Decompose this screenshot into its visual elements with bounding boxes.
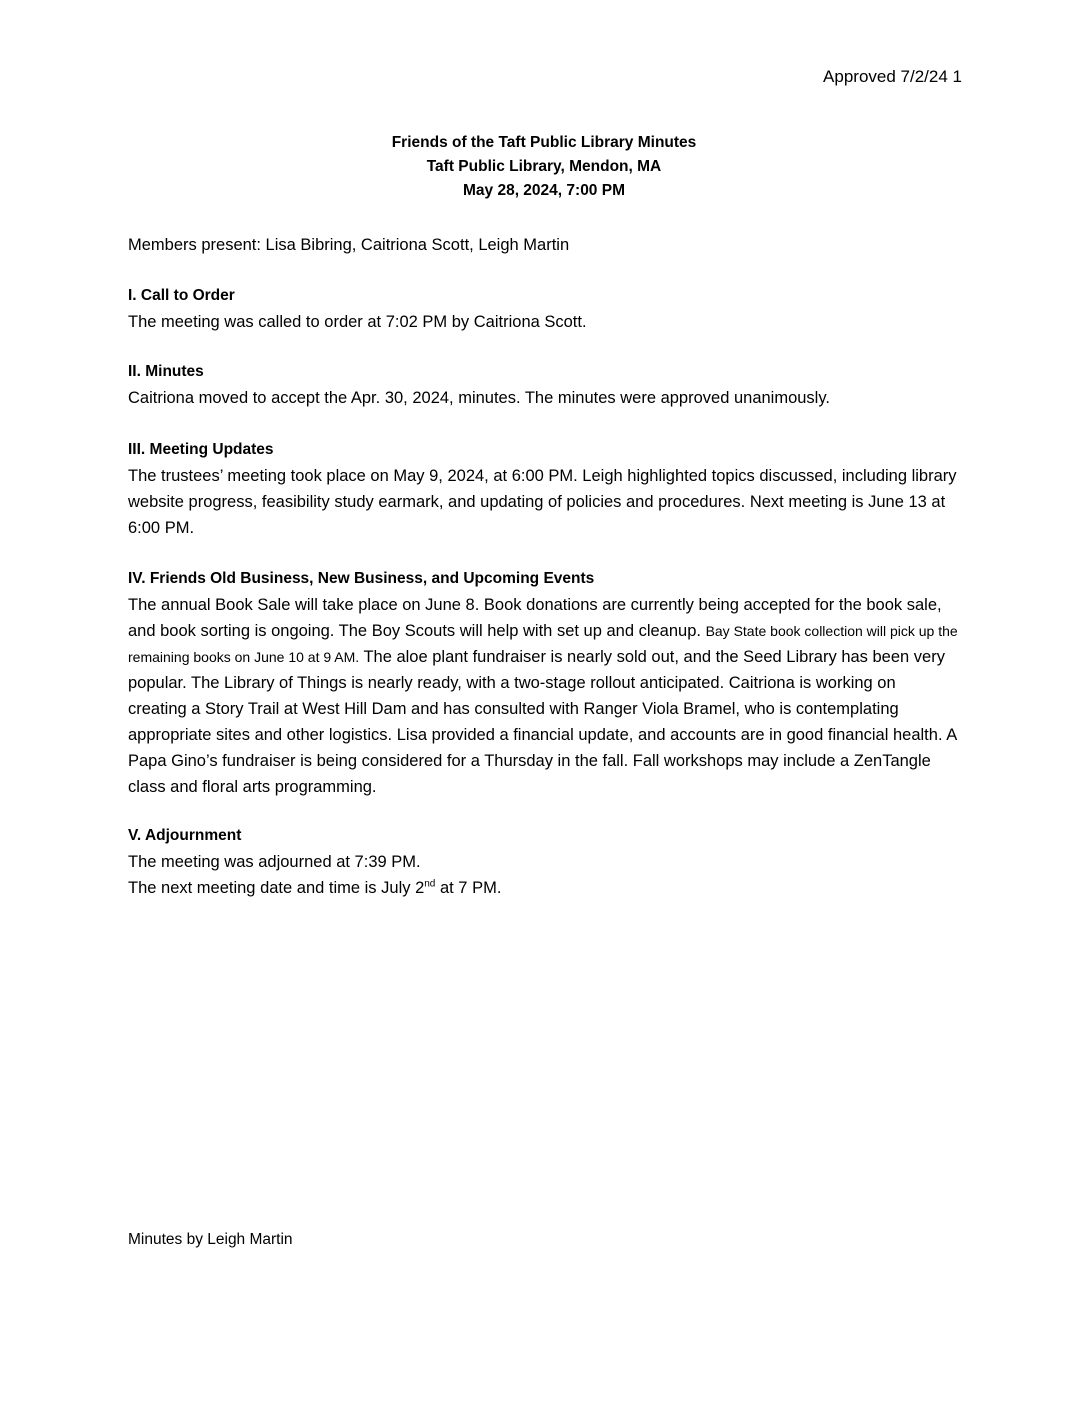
section-body — [128, 592, 958, 800]
next-meeting-time: at 7 PM. — [435, 879, 502, 897]
section-body-part-1: The annual Book Sale will take place on June 8. Book donations are currently being accepted for the book sale, and book sorting is ongoing. The Boy Scouts will help with set up and cleanup. — [128, 596, 942, 640]
ordinal-suffix: nd — [424, 878, 436, 890]
section-business-events — [128, 566, 958, 800]
title-line-3: May 28, 2024, 7:00 PM — [463, 182, 625, 199]
document-title — [0, 131, 1088, 203]
members-present — [128, 232, 958, 258]
title-line-2: Taft Public Library, Mendon, MA — [426, 158, 662, 175]
section-heading: III. Meeting Updates — [128, 441, 274, 458]
section-body: The meeting was called to order at 7:02 PM by Caitriona Scott. — [128, 313, 587, 331]
section-call-to-order — [128, 283, 958, 335]
section-body: The trustees’ meeting took place on May 9, 2024, at 6:00 PM. Leigh highlighted topics discussed, including library website progress, feasibility study earmark, and updating of policies and procedures. Next meeting is June 13 at 6:00 PM. — [128, 467, 957, 537]
minutes-author: Minutes by Leigh Martin — [128, 1231, 293, 1248]
section-body: Caitriona moved to accept the Apr. 30, 2024, minutes. The minutes were approved unanimously. — [128, 389, 830, 407]
approval-note: Approved 7/2/24 1 — [823, 67, 962, 86]
section-body-small-text: Bay State book collection will pick up the remaining books on June 10 at 9 AM. — [128, 623, 958, 665]
section-heading: I. Call to Order — [128, 287, 235, 304]
section-heading: V. Adjournment — [128, 827, 242, 844]
section-body-part-2: The aloe plant fundraiser is nearly sold out, and the Seed Library has been very popular. The Library of Things is nearly ready, with a two-stage rollout anticipated. Caitriona is working on creating a Story Trail at West Hill Dam and has consulted with Ranger Viola Bramel, who is contemplating appropriate sites and other logistics. Lisa provided a financial update, and accounts are in good financial health. A Papa Gino’s fundraiser is being considered for a Thursday in the fall. Fall workshops may include a ZenTangle class and floral arts programming. — [128, 648, 957, 796]
section-adjournment — [128, 823, 958, 901]
title-line-1: Friends of the Taft Public Library Minutes — [391, 134, 697, 151]
section-heading: II. Minutes — [128, 363, 204, 380]
next-meeting-line — [128, 875, 958, 901]
next-meeting-text: The next meeting date and time is July 2 — [128, 879, 425, 897]
members-present-text: Members present: Lisa Bibring, Caitriona Scott, Leigh Martin — [128, 236, 570, 254]
adjourned-line: The meeting was adjourned at 7:39 PM. — [128, 853, 421, 871]
section-minutes — [128, 359, 958, 411]
section-meeting-updates — [128, 437, 958, 541]
section-heading: IV. Friends Old Business, New Business, and Upcoming Events — [128, 570, 595, 587]
